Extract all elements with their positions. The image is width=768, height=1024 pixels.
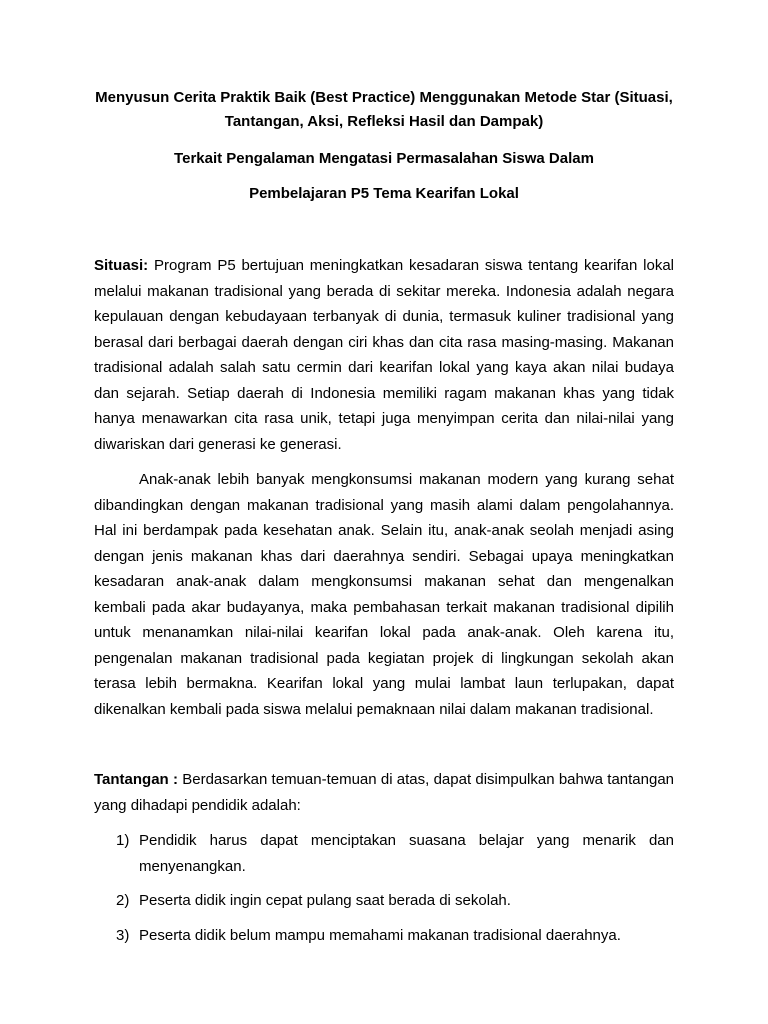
situasi-paragraph	[94, 253, 674, 457]
situasi-paragraph-2: Anak-anak lebih banyak mengkonsumsi makanan modern yang kurang sehat dibandingkan dengan makanan tradisional yang masih alami dalam pengolahannya. Hal ini berdampak pada kesehatan anak. Selain itu, anak-anak seolah menjadi asing dengan jenis makanan khas dari daerahnya sendiri. Sebagai upaya meningkatkan kesadaran anak-anak dalam mengkonsumsi makanan sehat dan mengenalkan kembali pada akar budayanya, maka pembahasan terkait makanan tradisional dipilih untuk menanamkan nilai-nilai kearifan lokal pada anak-anak. Oleh karena itu, pengenalan makanan tradisional pada kegiatan projek di lingkungan sekolah akan terasa lebih bermakna. Kearifan lokal yang mulai lambat laun terlupakan, dapat dikenalkan kembali pada siswa melalui pemaknaan nilai dalam makanan tradisional.	[94, 471, 674, 718]
document-subtitle-2: Pembelajaran P5 Tema Kearifan Lokal	[249, 185, 519, 202]
document-title: Menyusun Cerita Praktik Baik (Best Practice) Menggunakan Metode Star (Situasi, Tantangan, Aksi, Refleksi Hasil dan Dampak)	[95, 89, 673, 130]
list-item	[94, 888, 674, 914]
list-item-number: 2)	[116, 892, 130, 909]
tantangan-text: Berdasarkan temuan-temuan di atas, dapat disimpulkan bahwa tantangan yang dihadapi pendidik adalah:	[94, 771, 675, 814]
list-item	[94, 923, 674, 949]
document-subtitle: Terkait Pengalaman Mengatasi Permasalahan Siswa Dalam	[174, 150, 594, 167]
list-item-text: Peserta didik belum mampu memahami makanan tradisional daerahnya.	[139, 926, 621, 944]
list-item	[94, 828, 674, 879]
list-item-text: Pendidik harus dapat menciptakan suasana belajar yang menarik dan menyenangkan.	[139, 832, 674, 875]
tantangan-list	[94, 828, 674, 948]
list-item-text: Peserta didik ingin cepat pulang saat berada di sekolah.	[139, 892, 511, 909]
tantangan-label: Tantangan :	[94, 771, 178, 788]
list-item-number: 1)	[116, 832, 130, 849]
document-content	[94, 86, 674, 957]
situasi-text: Program P5 bertujuan meningkatkan kesadaran siswa tentang kearifan lokal melalui makanan tradisional yang berada di sekitar mereka. Indonesia adalah negara kepulauan dengan kebudayaan terbanyak di dunia, termasuk kuliner tradisional yang berasal dari berbagai daerah dengan ciri khas dan cita rasa masing-masing. Makanan tradisional adalah salah satu cermin dari kearifan lokal yang kaya akan nilai budaya dan sejarah. Setiap daerah di Indonesia memiliki ragam makanan khas yang tidak hanya menawarkan cita rasa unik, tetapi juga menyimpan cerita dan nilai-nilai yang diwariskan dari generasi ke generasi.	[94, 257, 675, 453]
tantangan-paragraph	[94, 767, 674, 818]
list-item-number: 3)	[116, 926, 130, 944]
situasi-label: Situasi:	[94, 257, 149, 274]
